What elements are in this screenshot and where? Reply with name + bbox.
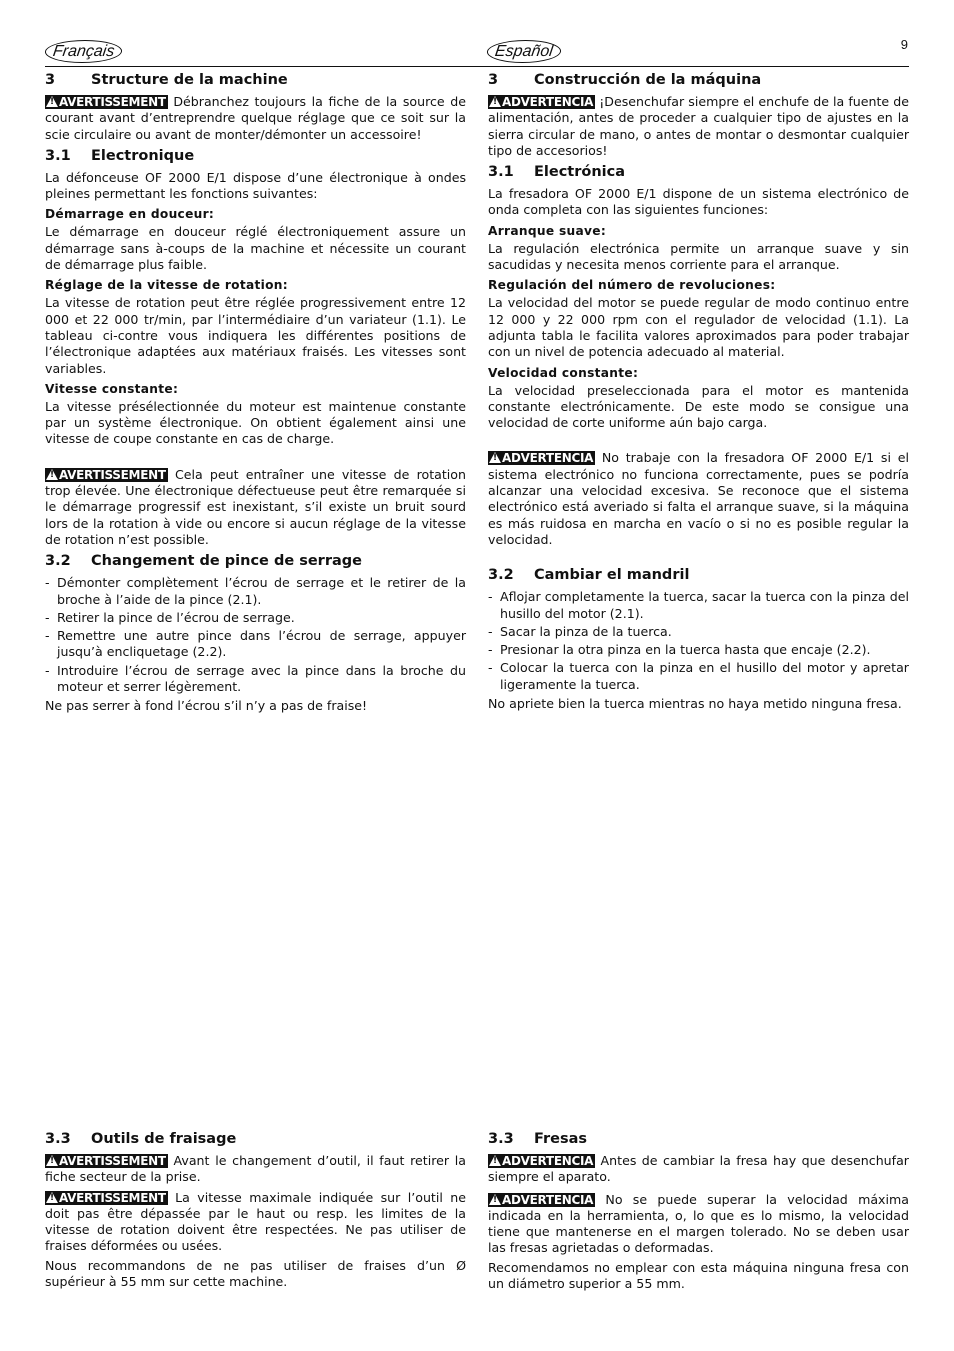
list-item: - Démonter complètement l’écrou de serrage et le retirer de la broche à l’aide de la pince (2.1). <box>45 575 466 608</box>
warning-badge: !ADVERTENCIA <box>488 451 595 465</box>
section-3-1-heading: 3.1 Electronique <box>45 147 195 164</box>
warning-triangle-icon <box>489 452 501 463</box>
section-3-1-intro: La défonceuse OF 2000 E/1 dispose d’une électronique à ondes pleines permettant les fonctions suivantes: <box>45 169 466 202</box>
spanish-column-top <box>488 70 909 715</box>
section-3-3-warning-1: !AVERTISSEMENT Avant le changement d’outil, il faut retirer la fiche secteur de la prise. <box>45 1153 466 1186</box>
section-3-1-intro: La fresadora OF 2000 E/1 dispone de un sistema electrónico de onda completa con las siguientes funciones: <box>488 186 909 218</box>
french-column-bottom <box>45 1129 466 1293</box>
language-tag-spanish: Español <box>485 40 562 63</box>
list-item: - Colocar la tuerca con la pinza en el husillo del motor y apretar ligeramente la tuerca. <box>488 660 909 693</box>
speed-control-title: Réglage de la vitesse de rotation: <box>45 278 288 293</box>
list-item: - Presionar la otra pinza en la tuerca hasta que encaje (2.2). <box>488 642 909 658</box>
soft-start-text: Le démarrage en douceur réglé électroniquement assure un démarrage sans à-coups de la machine et nécessite un courant de démarrage plus faible. <box>45 224 466 273</box>
section-3-1-heading: 3.1 Electrónica <box>488 164 626 181</box>
warning-badge: !ADVERTENCIA <box>488 1154 595 1168</box>
warning-badge: !ADVERTENCIA <box>488 95 595 109</box>
speed-control-text: La velocidad del motor se puede regular de modo continuo entre 12 000 y 22 000 rpm con el regulador de velocidad (1.1). La adjunta tabla le facilita valores aproximados para poder trabajar con un nivel de potencia adecuado al material. <box>488 295 909 360</box>
section-3-heading: 3 Construcción de la máquina <box>488 72 762 88</box>
warning-triangle-icon <box>489 1194 501 1205</box>
section-3-heading: 3 Structure de la machine <box>45 72 288 88</box>
constant-speed-text: La vitesse présélectionnée du moteur est maintenue constante par un système électronique. On obtient également ainsi une vitesse de coupe constante en cas de charge. <box>45 398 466 447</box>
warning-triangle-icon <box>46 1192 58 1203</box>
section-3-warning: !AVERTISSEMENT Débranchez toujours la fiche de la source de courant avant d’entreprendre quelque réglage que ce soit sur la scie circulaire ou avant de monter/démonter un accessoire! <box>45 94 466 143</box>
list-item: - Aflojar completamente la tuerca, sacar la tuerca con la pinza del husillo del motor (2.1). <box>488 589 909 622</box>
section-3-3-warning-2: !AVERTISSEMENT La vitesse maximale indiquée sur l’outil ne doit pas être dépassée par le haut ou resp. les limites de la vitesse de rotation doivent être respectées. Ne pas utiliser de fraises déformées ou usées. <box>45 1190 466 1255</box>
constant-speed-text: La velocidad preseleccionada para el motor es mantenida constante electrónicamente. De este modo se consigue una velocidad de corte uniforme aún bajo carga. <box>488 382 909 431</box>
section-3-2-steps <box>488 589 909 693</box>
section-3-2-heading: 3.2 Cambiar el mandril <box>488 567 690 584</box>
french-column-top <box>45 70 466 718</box>
warning-badge: !AVERTISSEMENT <box>45 1191 168 1205</box>
constant-speed-title: Velocidad constante: <box>488 365 639 380</box>
list-item: - Sacar la pinza de la tuerca. <box>488 624 909 640</box>
section-3-3-note: Nous recommandons de ne pas utiliser de fraises d’un Ø supérieur à 55 mm sur cette machine. <box>45 1257 466 1290</box>
page-number: 9 <box>900 37 908 52</box>
section-3-warning: !ADVERTENCIA ¡Desenchufar siempre el enchufe de la fuente de alimentación, antes de proceder a cualquier tipo de ajustes en la sierra circular de mano, o antes de montar o desmontar cualquier tipo de accesorios! <box>488 94 909 159</box>
section-3-3-warning-1: !ADVERTENCIA Antes de cambiar la fresa hay que desenchufar siempre el aparato. <box>488 1153 909 1186</box>
soft-start-text: La regulación electrónica permite un arranque suave y sin sacudidas y necesita menos corriente para el arranque. <box>488 240 909 273</box>
section-3-3-warning-2: !ADVERTENCIA No se puede superar la velocidad máxima indicada en la herramienta, o, lo que es lo mismo, la velocidad tiene que mantenerse en el margen tolerado. No se deben usar las fresas agrietadas o deformadas. <box>488 1192 909 1257</box>
list-item: - Remettre une autre pince dans l’écrou de serrage, appuyer jusqu’à encliquetage (2.2). <box>45 628 466 661</box>
header-rule <box>45 66 909 67</box>
section-3-2-note: No apriete bien la tuerca mientras no haya metido ninguna fresa. <box>488 696 902 712</box>
warning-badge: !AVERTISSEMENT <box>45 468 168 482</box>
warning-badge: !AVERTISSEMENT <box>45 1154 168 1168</box>
section-3-1-warning: !ADVERTENCIA No trabaje con la fresadora OF 2000 E/1 si el sistema electrónico no funciona correctamente, pues se podría alcanzar una velocidad excesiva. Se reconoce que el sistema electrónico está averiado si falta el arranque suave, si la máquina es más ruidosa en marcha en vacío o si no es posible regular la velocidad. <box>488 450 909 548</box>
list-item: - Retirer la pince de l’écrou de serrage. <box>45 610 466 626</box>
warning-badge: !AVERTISSEMENT <box>45 95 168 109</box>
section-3-2-steps <box>45 575 466 695</box>
warning-triangle-icon <box>46 96 58 107</box>
speed-control-text: La vitesse de rotation peut être réglée progressivement entre 12 000 et 22 000 tr/min, par l’intermédiaire d’un variateur (1.1). Le tableau ci-contre vous indiquera les différentes positions de l’électronique adaptées aux matériaux fraisés. Les vitesses sont variables. <box>45 295 466 376</box>
section-3-2-note: Ne pas serrer à fond l’écrou s’il n’y a pas de fraise! <box>45 698 368 714</box>
section-3-3-heading: 3.3 Outils de fraisage <box>45 1131 237 1147</box>
speed-control-title: Regulación del número de revoluciones: <box>488 278 776 293</box>
list-item: - Introduire l’écrou de serrage avec la pince dans la broche du moteur et serrer légèrement. <box>45 663 466 696</box>
warning-triangle-icon <box>489 1155 501 1166</box>
section-3-3-note: Recomendamos no emplear con esta máquina ninguna fresa con un diámetro superior a 55 mm. <box>488 1259 909 1292</box>
constant-speed-title: Vitesse constante: <box>45 381 179 396</box>
soft-start-title: Arranque suave: <box>488 223 607 238</box>
section-3-2-heading: 3.2 Changement de pince de serrage <box>45 553 362 570</box>
warning-triangle-icon <box>46 1155 58 1166</box>
section-3-3-heading: 3.3 Fresas <box>488 1131 588 1147</box>
spanish-column-bottom <box>488 1129 909 1295</box>
warning-triangle-icon <box>489 96 501 107</box>
warning-badge: !ADVERTENCIA <box>488 1193 595 1207</box>
section-3-1-warning: !AVERTISSEMENT Cela peut entraîner une vitesse de rotation trop élevée. Une électronique défectueuse peut être remarquée si le démarrage progressif est inexistant, s’il existe un bruit sourd lors de la rotation à vide ou encore si aucun réglage de la vitesse de rotation n’est possible. <box>45 467 466 548</box>
warning-triangle-icon <box>46 469 58 480</box>
language-tag-french: Français <box>43 40 124 63</box>
soft-start-title: Démarrage en douceur: <box>45 207 215 222</box>
